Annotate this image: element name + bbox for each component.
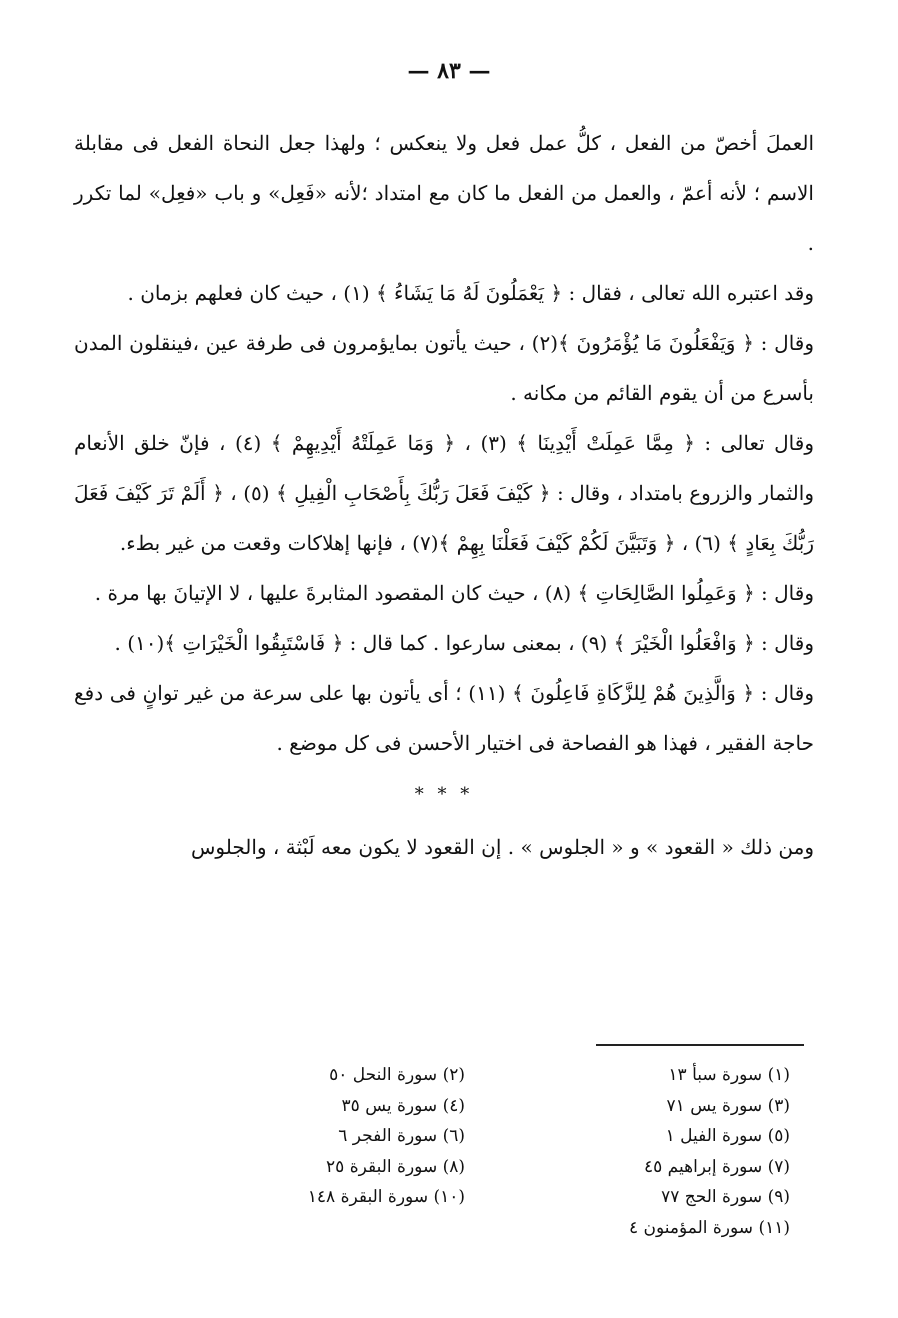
footnote-8: (٨) سورة البقرة ٢٥ [326, 1156, 465, 1177]
footnote-9: (٩) سورة الحج ٧٧ [661, 1187, 790, 1207]
footnote-11: (١١) سورة المؤمنون ٤ [628, 1217, 790, 1238]
footnotes [250, 1060, 790, 1243]
paragraph-4: وقال تعالى : ﴿ مِمَّا عَمِلَتْ أَيْدِينَا ﴾ (٣) ، ﴿ وَمَا عَمِلَتْهُ أَيْدِيهِمْ ﴾ (٤) ، فإنّ خلق الأنعام والثمار والزروع بامتداد ، وقال : ﴿ كَيْفَ فَعَلَ رَبُّكَ بِأَصْحَابِ الْفِيلِ ﴾ (٥) ، ﴿ أَلَمْ تَرَ كَيْفَ فَعَلَ رَبُّكَ بِعَادٍ ﴾ (٦) ، ﴿ وَتَبَيَّنَ لَكُمْ كَيْفَ فَعَلْنَا بِهِمْ ﴾(٧) ، فإنها إهلاكات وقعت من غير بطء. [74, 431, 814, 555]
footnote-6: (٦) سورة الفجر ٦ [338, 1126, 465, 1146]
footnote-1: (١) سورة سبأ ١٣ [668, 1065, 790, 1085]
paragraph-5: وقال : ﴿ وَعَمِلُوا الصَّالِحَاتِ ﴾ (٨) ، حيث كان المقصود المثابرةَ عليها ، لا الإتيانَ بها مرة . [94, 581, 814, 605]
section-ornament: * * * [414, 784, 474, 805]
footnote-3: (٣) سورة يس ٧١ [666, 1095, 790, 1116]
paragraph-2: وقد اعتبره الله تعالى ، فقال : ﴿ يَعْمَلُونَ لَهُ مَا يَشَاءُ ﴾ (١) ، حيث كان فعلهم بزمان . [127, 281, 814, 305]
closing-paragraph: ومن ذلك « القعود » و « الجلوس » . إن القعود لا يكون معه لَبْثة ، والجلوس [190, 835, 814, 859]
footnote-4: (٤) سورة يس ٣٥ [341, 1095, 465, 1116]
paragraph-7: وقال : ﴿ وَالَّذِينَ هُمْ لِلزَّكَاةِ فَاعِلُونَ ﴾ (١١) ؛ أى يأتون بها على سرعة من غير توانٍ فى دفع حاجة الفقير ، فهذا هو الفصاحة فى اختيار الأحسن فى كل موضع . [74, 681, 814, 755]
footnote-7: (٧) سورة إبراهيم ٤٥ [644, 1156, 790, 1177]
paragraph-3: وقال : ﴿ وَيَفْعَلُونَ مَا يُؤْمَرُونَ ﴾(٢) ، حيث يأتون بمايؤمرون فى طرفة عين ،فينقلون المدن بأسرع من أن يقوم القائم من مكانه . [74, 331, 815, 405]
footnote-10: (١٠) سورة البقرة ١٤٨ [307, 1187, 465, 1207]
body-text [74, 118, 814, 872]
paragraph-1: العملَ أخصّ من الفعل ، كلُّ عمل فعل ولا ينعكس ؛ ولهذا جعل النحاة الفعل فى مقابلة الاسم ؛ لأنه أعمّ ، والعمل من الفعل ما كان مع امتداد ؛لأنه «فَعِل» و باب «فعِل» لما تكرر . [74, 131, 814, 255]
footnote-divider [596, 1044, 804, 1046]
paragraph-6: وقال : ﴿ وَافْعَلُوا الْخَيْرَ ﴾ (٩) ، بمعنى سارعوا . كما قال : ﴿ فَاسْتَبِقُوا الْخَيْرَاتِ ﴾(١٠) . [114, 631, 814, 655]
footnote-5: (٥) سورة الفيل ١ [665, 1126, 790, 1146]
page-number: — ٨٣ — [407, 58, 491, 84]
footnote-2: (٢) سورة النحل ٥٠ [329, 1065, 465, 1085]
